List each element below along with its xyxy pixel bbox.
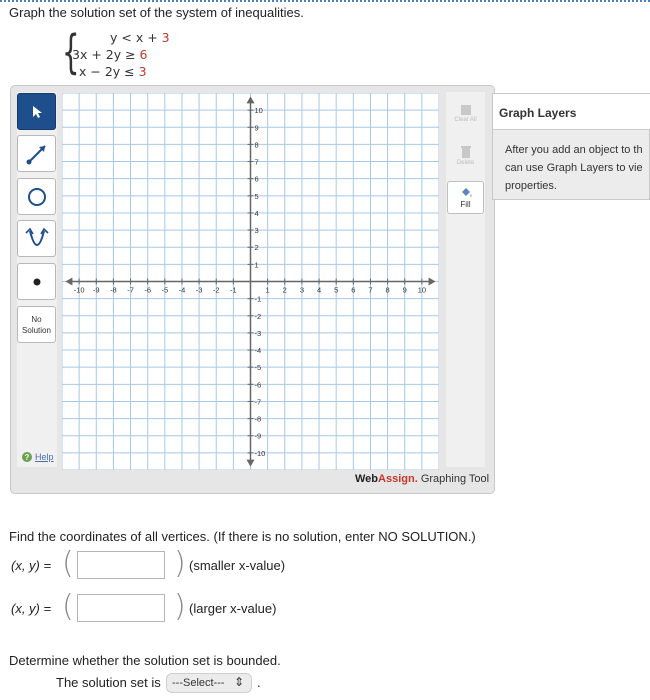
coordinate-graph[interactable] — [62, 93, 439, 470]
solution-set-row — [56, 675, 261, 690]
x-tick-label: 6 — [351, 285, 356, 295]
open-paren: ( — [62, 589, 74, 624]
inequality-1: y < x + 3 — [110, 30, 170, 45]
x-tick-label: -8 — [110, 285, 117, 295]
y-tick-label: 6 — [254, 174, 259, 184]
paint-bucket-icon — [458, 186, 474, 200]
bounded-question: Determine whether the solution set is bounded. — [9, 653, 281, 668]
point-tool-button[interactable] — [17, 263, 56, 300]
y-tick-label: -9 — [254, 431, 262, 441]
y-tick-label: -2 — [254, 311, 262, 321]
vertex-smaller-note: (smaller x-value) — [189, 558, 286, 573]
y-tick-label: 10 — [254, 106, 263, 116]
x-tick-label: -2 — [212, 285, 220, 295]
inequality-2: 3x + 2y ≥ 6 — [72, 47, 148, 62]
vertices-question: Find the coordinates of all vertices. (If there is no solution, enter NO SOLUTION.) — [9, 529, 476, 544]
x-tick-label: 1 — [265, 285, 270, 295]
fill-button[interactable] — [447, 181, 484, 214]
inequality-3: x − 2y ≤ 3 — [79, 64, 147, 79]
x-tick-label: -1 — [230, 285, 237, 295]
graph-layers-help: After you add an object to th can use Graph Layers to vie properties. — [505, 144, 643, 192]
graph-layers-panel — [492, 93, 650, 200]
close-paren: ) — [174, 546, 186, 581]
x-tick-label: 2 — [282, 285, 287, 295]
y-tick-label: -4 — [254, 346, 262, 356]
brace-icon: { — [62, 25, 80, 79]
y-tick-label: 8 — [254, 140, 259, 150]
delete-button[interactable] — [447, 138, 484, 171]
fill-label: Fill — [460, 200, 471, 209]
x-tick-label: -9 — [92, 285, 100, 295]
clear-all-icon — [459, 103, 473, 117]
y-tick-label: 1 — [254, 260, 259, 270]
question-prompt: Graph the solution set of the system of inequalities. — [9, 5, 304, 20]
bounded-select-value: ---Select--- — [172, 677, 225, 689]
y-tick-label: -1 — [254, 294, 262, 304]
updown-chevron-icon: ⇕ — [233, 675, 244, 689]
x-tick-label: 7 — [368, 285, 373, 295]
cursor-arrow-icon — [30, 104, 44, 120]
y-tick-label: -6 — [254, 380, 262, 390]
y-tick-label: -8 — [254, 414, 262, 424]
parabola-tool-button[interactable] — [17, 220, 56, 257]
y-tick-label: 9 — [254, 123, 259, 133]
vertex-smaller-input[interactable] — [77, 551, 165, 579]
x-tick-label: -3 — [195, 285, 203, 295]
solution-set-prefix: The solution set is — [56, 675, 161, 690]
y-tick-label: 2 — [254, 243, 259, 253]
vertex-larger-input[interactable] — [77, 594, 165, 622]
x-tick-label: 10 — [417, 285, 427, 295]
x-tick-label: 4 — [316, 285, 322, 295]
period: . — [257, 675, 261, 690]
x-tick-label: 9 — [402, 285, 407, 295]
x-tick-label: -5 — [161, 285, 169, 295]
vertex-larger-note: (larger x-value) — [189, 601, 277, 616]
vertex-label: (x, y) = — [11, 558, 52, 573]
bounded-select[interactable] — [166, 673, 252, 693]
clear-all-button[interactable] — [447, 96, 484, 129]
y-tick-label: 4 — [254, 208, 259, 218]
help-link[interactable] — [22, 452, 54, 462]
y-tick-label: -5 — [254, 363, 262, 373]
open-paren: ( — [62, 546, 74, 581]
x-tick-label: -7 — [127, 285, 134, 295]
trash-icon — [459, 144, 473, 160]
y-tick-label: 5 — [254, 191, 259, 201]
delete-label: Delete — [456, 159, 475, 166]
inequality-system — [62, 25, 202, 80]
help-label: Help — [35, 452, 54, 462]
x-tick-label: 3 — [299, 285, 304, 295]
pointer-tool-button[interactable] — [17, 93, 56, 130]
x-tick-label: -6 — [144, 285, 152, 295]
help-icon: ? — [22, 452, 32, 462]
no-solution-label: No Solution — [22, 314, 51, 335]
x-tick-label: 8 — [385, 285, 390, 295]
line-tool-button[interactable] — [17, 135, 56, 172]
x-tick-label: -10 — [73, 285, 85, 295]
y-tick-label: -7 — [254, 397, 262, 407]
line-segment-icon — [23, 140, 51, 168]
circle-icon — [25, 185, 49, 209]
y-tick-label: 7 — [254, 157, 259, 167]
y-tick-label: -3 — [254, 328, 262, 338]
top-divider — [0, 0, 650, 2]
parabola-icon — [23, 225, 51, 253]
point-icon — [31, 276, 43, 288]
y-tick-label: 3 — [254, 226, 259, 236]
x-tick-label: 5 — [334, 285, 339, 295]
y-tick-label: -10 — [254, 448, 266, 458]
close-paren: ) — [174, 589, 186, 624]
webassign-branding: WebAssign. Graphing Tool — [355, 473, 490, 485]
vertex-label: (x, y) = — [11, 601, 52, 616]
x-tick-label: -4 — [178, 285, 186, 295]
clear-all-label: Clear All — [454, 116, 477, 123]
graph-layers-title: Graph Layers — [493, 94, 650, 130]
circle-tool-button[interactable] — [17, 178, 56, 215]
no-solution-button[interactable] — [17, 306, 56, 343]
